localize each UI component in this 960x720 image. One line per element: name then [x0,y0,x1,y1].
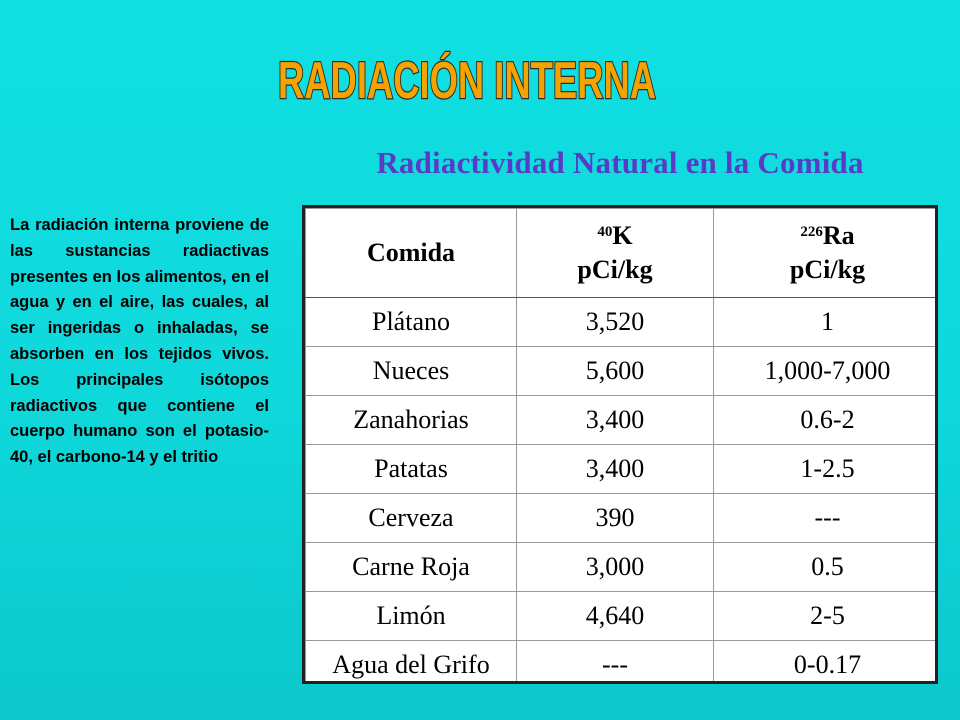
potassium-cell: 390 [517,494,714,543]
potassium-cell: --- [517,641,714,685]
header-radium-unit: pCi/kg [789,255,866,284]
table-row [306,445,939,494]
food-cell: Agua del Grifo [306,641,517,685]
potassium-cell: 3,520 [517,298,714,347]
potassium-cell: 5,600 [517,347,714,396]
radium-cell: 0.5 [714,543,939,592]
radium-cell: 1,000-7,000 [714,347,939,396]
table-row [306,347,939,396]
table-row [306,641,939,685]
table-header-row [306,209,939,298]
radium-cell: --- [714,494,939,543]
radium-cell: 2-5 [714,592,939,641]
header-radium-symbol: Ra [822,221,855,250]
food-cell: Plátano [306,298,517,347]
food-cell: Zanahorias [306,396,517,445]
potassium-cell: 3,400 [517,396,714,445]
slide-title-text: RADIACIÓN INTERNA [278,52,656,110]
header-potassium [517,209,714,298]
header-radium [714,209,939,298]
food-cell: Carne Roja [306,543,517,592]
header-potassium-unit: pCi/kg [577,255,653,284]
radium-cell: 1 [714,298,939,347]
body-paragraph: La radiación interna proviene de las sustancias radiactivas presentes en los alimentos, en el agua y en el aire, las cuales, al ser ingeridas o inhaladas, se absorben en los tejidos vivos. Los principales isótopos radiactivos que contiene el cuerpo humano son el potasio-40, el carbono-14 y el tritio [10,216,269,467]
potassium-cell: 4,640 [517,592,714,641]
food-cell: Limón [306,592,517,641]
potassium-cell: 3,400 [517,445,714,494]
header-potassium-mass: 40 [597,224,613,240]
slide-subtitle: Radiactividad Natural en la Comida [376,145,864,180]
table-row [306,396,939,445]
header-food [306,209,517,298]
table-row [306,543,939,592]
food-cell: Cerveza [306,494,517,543]
radium-cell: 0-0.17 [714,641,939,685]
food-radioactivity-table [302,205,938,684]
header-radium-mass: 226 [800,224,823,240]
table-row [306,298,939,347]
slide-title [262,34,672,110]
header-food-label: Comida [366,238,456,267]
potassium-cell: 3,000 [517,543,714,592]
table-row [306,494,939,543]
header-potassium-symbol: K [612,221,633,250]
radium-cell: 0.6-2 [714,396,939,445]
food-cell: Patatas [306,445,517,494]
table-row [306,592,939,641]
food-cell: Nueces [306,347,517,396]
radium-cell: 1-2.5 [714,445,939,494]
